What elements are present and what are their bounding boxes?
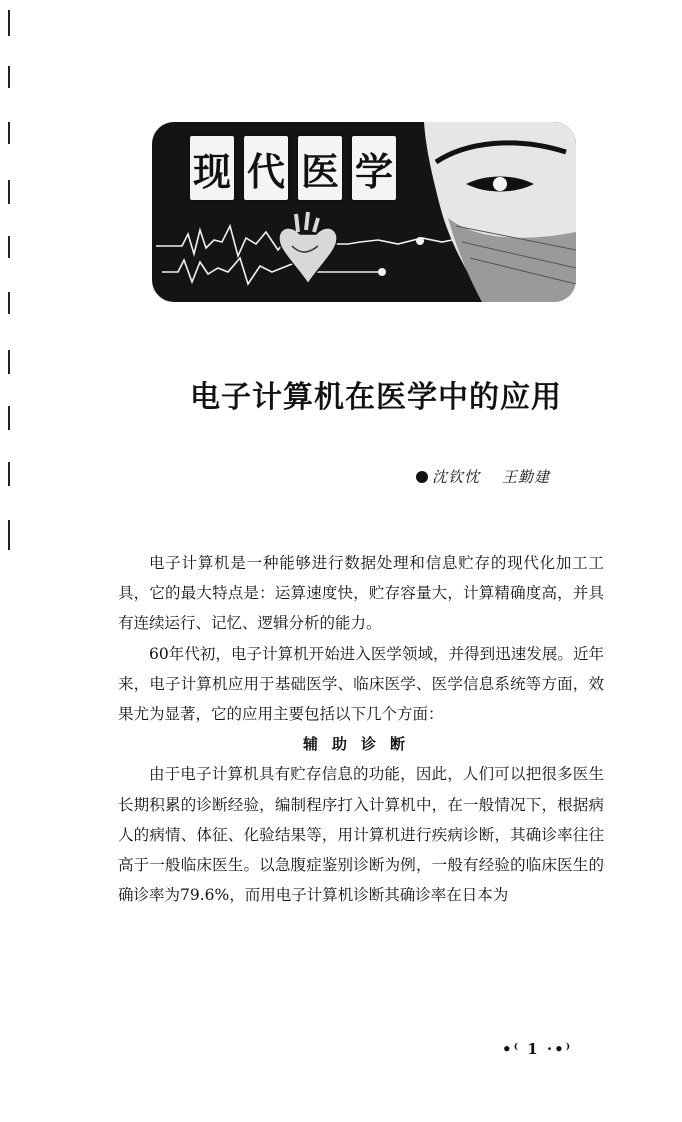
banner-title-char: 代 <box>242 134 290 202</box>
body-paragraph: 电子计算机是一种能够进行数据处理和信息贮存的现代化加工工具，它的最大特点是：运算速度快，贮存容量大，计算精确度高，并具有连续运行、记忆、逻辑分析的能力。 <box>118 554 604 633</box>
author-name: 王勤建 <box>501 468 550 486</box>
scan-edge-mark <box>8 462 10 486</box>
scan-edge-mark <box>8 520 10 550</box>
section-banner <box>152 122 576 302</box>
heart-icon <box>279 212 337 284</box>
article-title: 电子计算机在医学中的应用 <box>190 380 562 415</box>
banner-title <box>188 134 398 202</box>
face-illustration <box>396 122 576 302</box>
scan-edge-mark <box>8 292 10 314</box>
banner-title-char: 现 <box>188 134 236 202</box>
article-body <box>118 548 604 910</box>
bullet-icon <box>416 471 428 483</box>
banner-title-char: 医 <box>296 134 344 202</box>
body-paragraph: 60年代初，电子计算机开始进入医学领域，并得到迅速发展。近年来，电子计算机应用于基础医学、临床医学、医学信息系统等方面，效果尤为显著，它的应用主要包括以下几个方面： <box>118 644 604 724</box>
scan-edge-mark <box>8 350 10 374</box>
scan-edge-mark <box>8 10 10 36</box>
scan-edge-mark <box>8 236 10 258</box>
scan-edge-mark <box>8 180 10 204</box>
body-paragraph: 由于电子计算机具有贮存信息的功能，因此，人们可以把很多医生长期积累的诊断经验，编制程序打入计算机中，在一般情况下，根据病人的病情、体征、化验结果等，用计算机进行疾病诊断，其确诊率往往高于一般临床医生。以急腹症鉴别诊断为例，一般有经验的临床医生的确诊率为79.6%，而用电子计算机诊断其确诊率在日本为 <box>118 765 604 905</box>
scan-edge-mark <box>8 122 10 144</box>
scan-edge-mark <box>8 66 10 88</box>
author-line <box>416 466 550 487</box>
page-number: •⁽ 1 ·•⁾ <box>502 1040 573 1058</box>
section-heading: 辅助诊断 <box>302 735 419 754</box>
banner-title-char: 学 <box>350 134 398 202</box>
author-name: 沈钦忱 <box>431 468 480 486</box>
